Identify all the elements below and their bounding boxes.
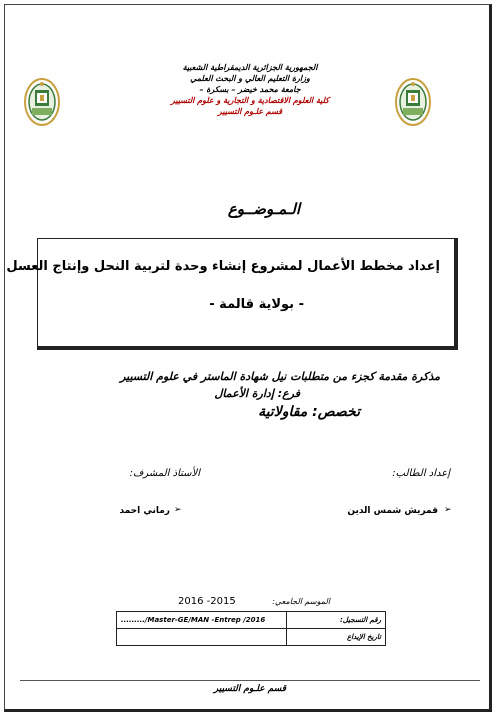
registration-table: [116, 611, 386, 646]
subject-heading: الـمـوضــوع: [227, 200, 300, 218]
season-label: الموسم الجامعي:: [272, 597, 330, 606]
table-row: [117, 612, 386, 629]
header-faculty: كلية العلوم الاقتصادية و التجارية و علوم التسيير: [170, 96, 330, 105]
university-emblem-icon: [22, 76, 62, 128]
specialization-line: تخصص: مقاولاتية: [258, 404, 360, 420]
institution-header: [140, 62, 360, 117]
header-university: جامعة محمد خيضر – بسكرة –: [199, 85, 301, 94]
footer-divider: [20, 680, 480, 681]
university-emblem-icon: [393, 76, 433, 128]
supervisor-label: الأستاذ المشرف:: [129, 468, 200, 479]
season-value: 2016 -2015: [178, 596, 236, 607]
deposit-date-value: [117, 629, 287, 646]
header-republic: الجمهورية الجزائرية الديمقراطية الشعبية: [182, 63, 318, 72]
topic-title-line2: - بولاية قالمة -: [209, 297, 304, 312]
deposit-date-label: تاريخ الإيداع: [287, 629, 386, 646]
footer-department: قسم علـوم التسيير: [213, 684, 287, 694]
topic-title-line1: إعداد مخطط الأعمال لمشروع إنشاء وحدة لتربية النحل وإنتاج العسل: [6, 259, 440, 274]
memo-description: مذكرة مقدمة كجزء من متطلبات نيل شهادة الماستر في علوم التسيير: [120, 370, 440, 383]
table-row: [117, 629, 386, 646]
branch-line: فرع: إدارة الأعمال: [214, 387, 300, 400]
registration-number: ........./Master-GE/MAN -Entrep /2016: [117, 612, 287, 629]
header-ministry: وزارة التعليم العالي و البحث العلمي: [190, 74, 310, 83]
registration-label: رقم التسجيل:: [287, 612, 386, 629]
arrowhead-bullet-icon: ➢: [174, 505, 182, 515]
supervisor-name: رماني احمد: [119, 506, 170, 516]
student-label: إعداد الطالب:: [392, 468, 450, 479]
student-name: قمريش شمس الدين: [347, 506, 438, 516]
topic-box: [6, 238, 458, 350]
header-department: قسم علـوم التسيير: [217, 107, 283, 116]
arrowhead-bullet-icon: ➢: [444, 505, 452, 515]
